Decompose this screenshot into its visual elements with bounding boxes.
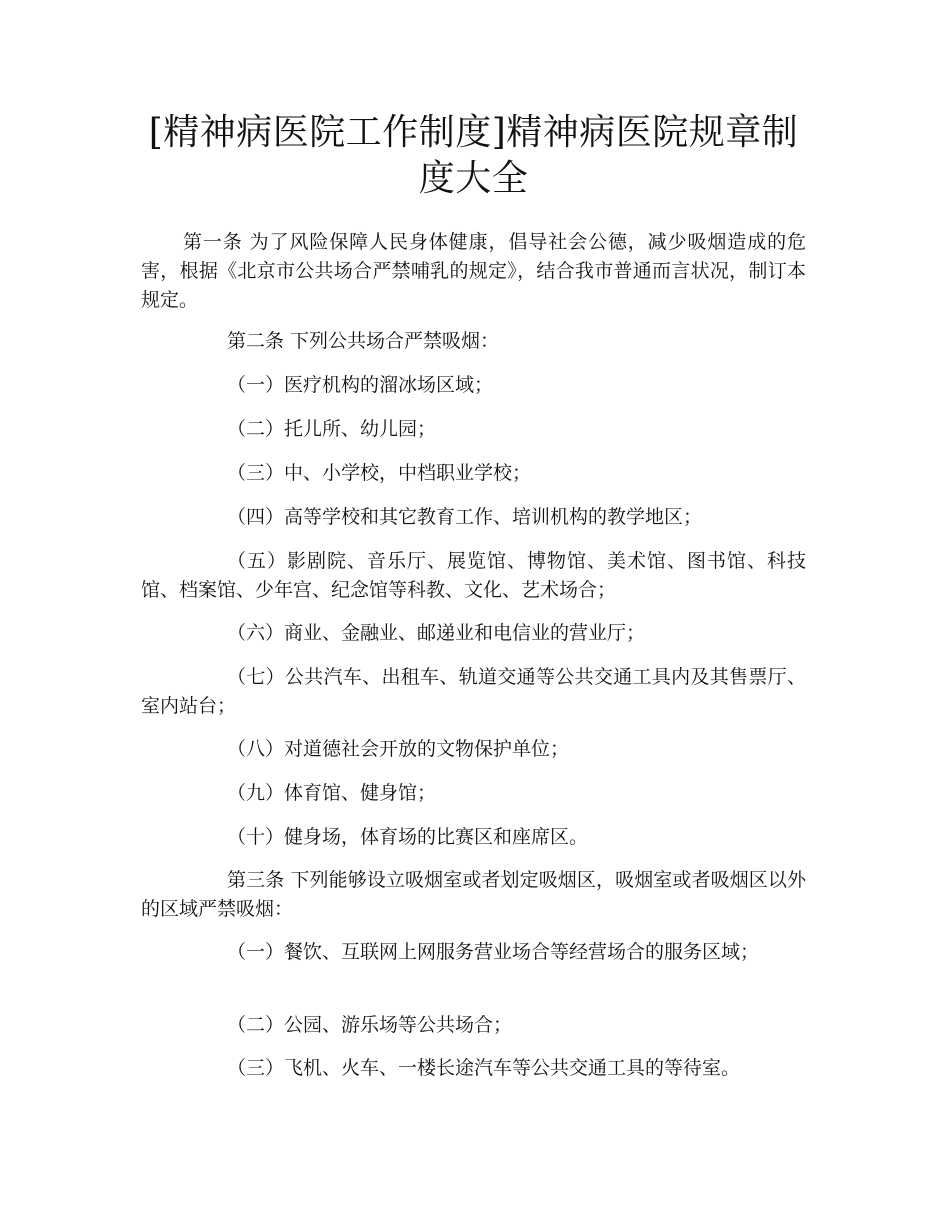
article-2-item-10: （十）健身场，体育场的比赛区和座席区。 — [227, 826, 589, 848]
article-2-item-8: （八）对道德社会开放的文物保护单位； — [227, 738, 570, 760]
article-1: 第一条 为了风险保障人民身体健康，倡导社会公德，减少吸烟造成的危害，根据《北京市公共场合严禁哺乳的规定》，结合我市普通而言状况，制订本规定。 — [141, 231, 806, 311]
article-3: 第三条 下列能够设立吸烟室或者划定吸烟区，吸烟室或者吸烟区以外的区域严禁吸烟： — [141, 869, 806, 920]
article-2-item-6: （六）商业、金融业、邮递业和电信业的营业厅； — [227, 622, 646, 644]
document-title: [精神病医院工作制度]精神病医院规章制度大全 — [148, 112, 799, 199]
article-2: 第二条 下列公共场合严禁吸烟： — [227, 330, 500, 352]
article-3-item-1: （一）餐饮、互联网上网服务营业场合等经营场合的服务区域； — [227, 941, 760, 963]
article-2-item-3: （三）中、小学校，中档职业学校； — [227, 462, 532, 484]
article-3-item-2: （二）公园、游乐场等公共场合； — [227, 1014, 513, 1036]
article-2-item-7: （七）公共汽车、出租车、轨道交通等公共交通工具内及其售票厅、室内站台； — [141, 666, 806, 717]
article-3-item-3: （三）飞机、火车、一楼长途汽车等公共交通工具的等待室。 — [227, 1057, 741, 1079]
article-2-item-5: （五）影剧院、音乐厅、展览馆、博物馆、美术馆、图书馆、科技馆、档案馆、少年宫、纪念馆等科教、文化、艺术场合； — [141, 550, 806, 601]
article-2-item-1: （一）医疗机构的溜冰场区域； — [227, 374, 494, 396]
article-2-item-4: （四）高等学校和其它教育工作、培训机构的教学地区； — [227, 506, 703, 528]
article-2-item-2: （二）托儿所、幼儿园； — [227, 418, 437, 440]
article-2-item-9: （九）体育馆、健身馆； — [227, 782, 437, 804]
